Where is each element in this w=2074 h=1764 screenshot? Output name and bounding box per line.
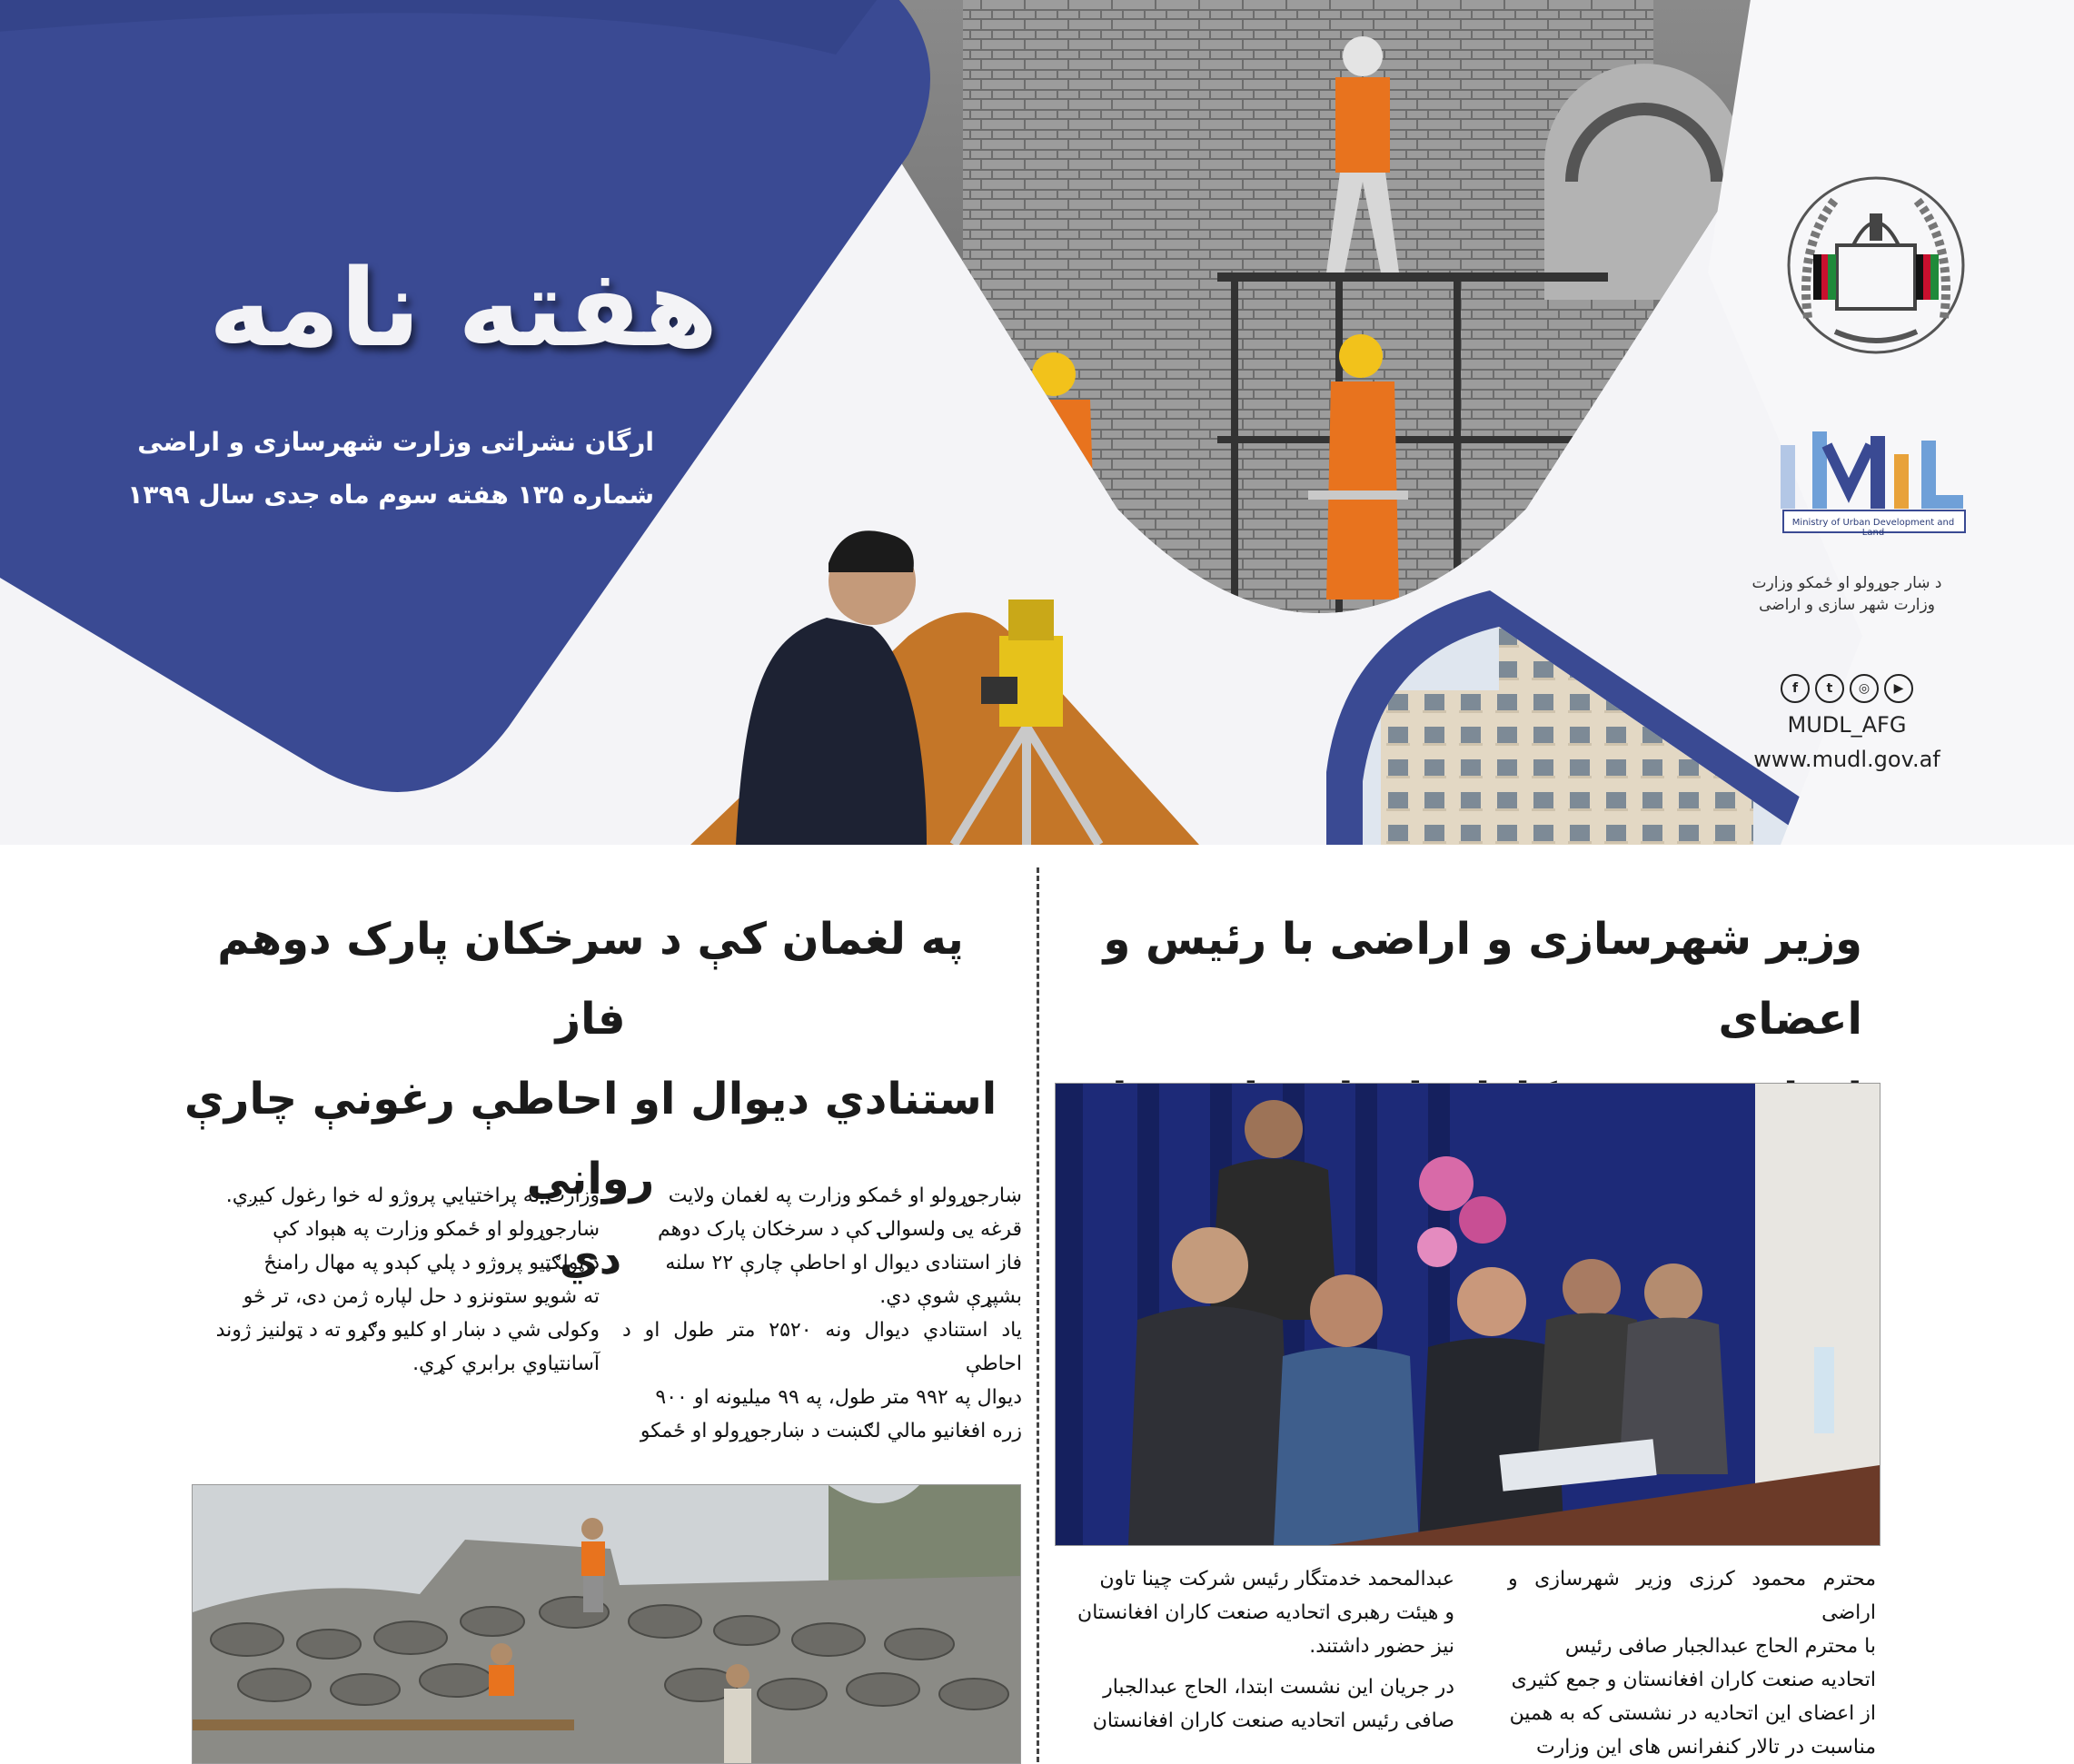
mudl-logo-caption: Ministry of Urban Development and Land <box>1791 518 1955 538</box>
left-article-column-1: ښارجوړولو او ځمکو وزارت په لغمان ولایت قرغه یی ولسوالۍ کې د سرخکان پارک دوهم فاز استنادی دیوال او احاطې چارې ۲۲ سلنه بشپړې شوې دي. یاد استنادي دیوال ونه ۲۵۲۰ متر طول او د احاطې دیوال په ۹۹۲ متر طول، په ۹۹ میلیونه او ۹۰۰ زره افغانیو مالي لګښت د ښارجوړولو او ځمکو <box>622 1184 1022 1442</box>
column-divider <box>1037 867 1039 1762</box>
right-article-column-1: محترم محمود کرزی وزیر شهرسازی و اراضی با محترم الحاج عبدالجبار صافی رئیس اتحادیه صنعت کاران افغانستان و جمع کثیری از اعضای این اتحادیه در نشستی که به همین مناسبت در تالار کنفرانس های این وزارت <box>1508 1568 1876 1759</box>
ministry-name-dari: وزارت شهر سازی و اراضی <box>1759 596 1935 614</box>
website-link[interactable]: www.mudl.gov.af <box>1753 747 1940 772</box>
twitter-icon[interactable]: t <box>1815 674 1844 703</box>
magazine-subtitle: ارگان نشراتی وزارت شهرسازی و اراضی <box>137 427 654 457</box>
facebook-icon[interactable]: f <box>1781 674 1810 703</box>
afghanistan-emblem <box>1781 164 1971 368</box>
issue-number: شماره ۱۳۵ هفته سوم ماه جدی سال ۱۳۹۹ <box>127 480 654 510</box>
stone-wall-photo <box>192 1484 1021 1764</box>
stone-wall-photo-art <box>193 1485 1020 1763</box>
surveyor-photo <box>690 530 1199 845</box>
social-handle[interactable]: MUDL_AFG <box>1787 712 1907 738</box>
magazine-header <box>0 0 2074 845</box>
ministry-names <box>1720 572 1974 616</box>
left-article-headline: په لغمان کې د سرخکان پارک دوهم فاز استنادي دیوال او احاطې رغونې چارې رواني دي <box>184 914 997 1284</box>
meeting-photo <box>1055 1083 1880 1546</box>
construction-photo <box>781 0 1871 690</box>
right-article-column-2: عبدالمحمد خدمتگار رئیس شرکت چینا تاون و هیئت رهبری اتحادیه صنعت کاران افغانستان نیز حضور داشتند. در جریان این نشست ابتدا، الحاج عبدالجبار صافی رئیس اتحادیه صنعت کاران افغانستان <box>1077 1568 1454 1732</box>
social-links <box>1720 674 1974 703</box>
left-article-column-2: وزارت له پراختیایي پروژو له خوا رغول کیږي. ښارجوړولو او ځمکو وزارت په هېواد کې د ټولګټیو پروژو د پلي کېدو په مهال رامنځ ته شويو ستونزو د حل لپاره ژمن دی، تر څو وکولی شي د ښار او کلیو وګړو ته د ټولنیز ژوند آسانتیاوي برابري کړي. <box>215 1184 600 1375</box>
magazine-title: هفته نامه <box>208 245 719 371</box>
instagram-icon[interactable]: ◎ <box>1850 674 1879 703</box>
ministry-name-pashto: د ښار جوړولو او ځمکو وزارت <box>1751 574 1942 592</box>
meeting-photo-art <box>1056 1084 1880 1545</box>
youtube-icon[interactable]: ▶ <box>1884 674 1913 703</box>
right-article-headline: وزیر شهرسازی و اراضی با رئیس و اعضای <box>1103 914 1862 1045</box>
